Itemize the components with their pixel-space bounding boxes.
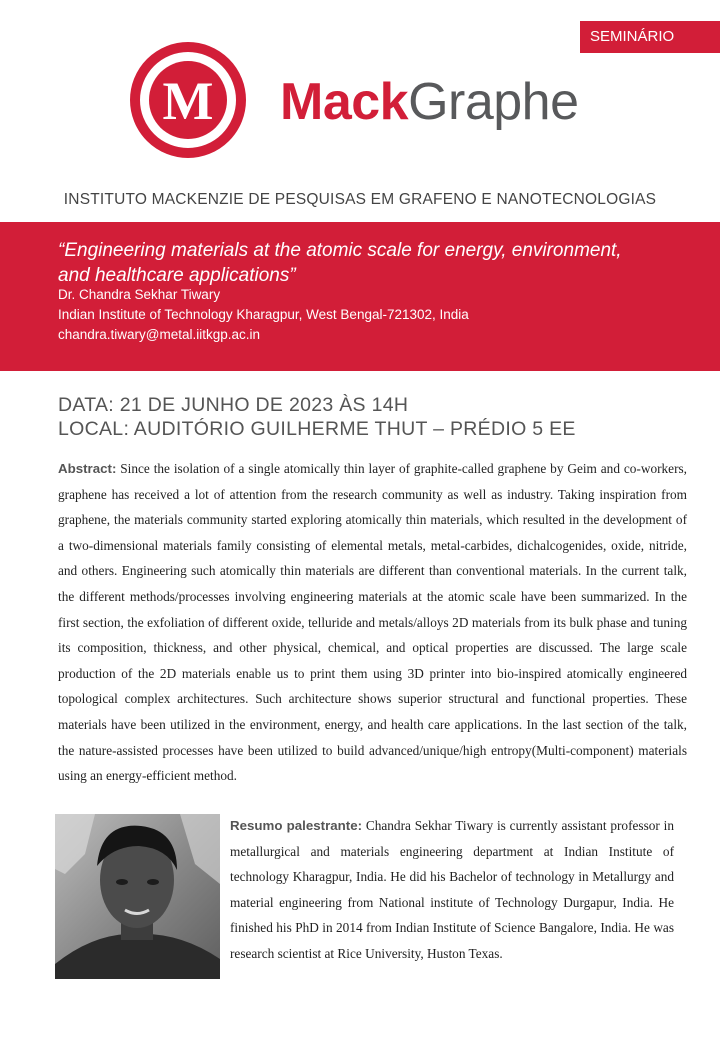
speaker-name: Dr. Chandra Sekhar Tiwary: [58, 287, 221, 302]
talk-title-line-1: “Engineering materials at the atomic scale for energy, environment,: [58, 240, 622, 261]
talk-title: [58, 238, 708, 288]
speaker-bio-paragraph: [230, 813, 674, 967]
speaker-email[interactable]: chandra.tiwary@metal.iitkgp.ac.in: [58, 327, 261, 342]
logo-graphe: Graphe: [408, 73, 579, 131]
talk-title-line-2: and healthcare applications”: [58, 265, 296, 286]
date-location: [58, 393, 576, 441]
speaker-info: [58, 285, 469, 345]
speaker-affiliation: Indian Institute of Technology Kharagpur, West Bengal-721302, India: [58, 307, 469, 322]
speaker-portrait-image: [55, 814, 220, 979]
mackgraphe-logo: [130, 42, 600, 160]
institute-name: INSTITUTO MACKENZIE DE PESQUISAS EM GRAFENO E NANOTECNOLOGIAS: [63, 191, 657, 208]
event-location: LOCAL: AUDITÓRIO GUILHERME THUT – PRÉDIO 5 EE: [58, 418, 576, 440]
abstract-paragraph: [58, 456, 687, 789]
logo-m-icon: [130, 42, 246, 158]
speaker-photo: [55, 814, 220, 979]
talk-banner: [0, 222, 720, 371]
event-date: DATA: 21 DE JUNHO DE 2023 ÀS 14H: [58, 394, 409, 416]
bio-text: Chandra Sekhar Tiwary is currently assistant professor in metallurgical and materials engineering department at Indian Institute of technology Kharagpur, India. He did his Bachelor of technology in Metallurgy and material engineering from National institute of Technology Durgapur, India. He finished his PhD in 2014 from Indian Institute of Science Bangalore, India. He was research scientist at Rice University, Huston Texas.: [230, 818, 674, 961]
seminar-tag: SEMINÁRIO: [580, 21, 720, 53]
logo-mack: Mack: [280, 73, 409, 131]
logo-wordmark: [280, 72, 579, 132]
abstract-label: Abstract:: [58, 461, 117, 476]
logo-letter: M: [162, 71, 214, 131]
abstract-text: Since the isolation of a single atomically thin layer of graphite-called graphene by Geim and co-workers, graphene has received a lot of attention from the research community as well as industry. Taking inspiration from graphene, the materials community started exploring atomically thin materials, which resulted in the development of a two-dimensional materials family consisting of elemental metals, metal-carbides, dichalcogenides, oxide, nitride, and others. Engineering such atomically thin materials are different than conventional materials. In the current talk, the different methods/processes involving engineering materials at the atomic scale have been summarized. In the first section, the exfoliation of different oxide, telluride and metals/alloys 2D materials from its bulk phase and tuning its composition, thickness, and other physical, chemical, and optical properties are discussed. The large scale production of the 2D materials enable us to print them using 3D printer into bio-inspired atomically engineered topological complex architectures. Such architecture shows superior structural and functional properties. These materials have been utilized in the environment, energy, and health care applications. In the last section of the talk, the nature-assisted processes have been utilized to build advanced/unique/high entropy(Multi-component) materials using an energy-efficient method.: [58, 461, 687, 784]
bio-label: Resumo palestrante:: [230, 818, 363, 833]
